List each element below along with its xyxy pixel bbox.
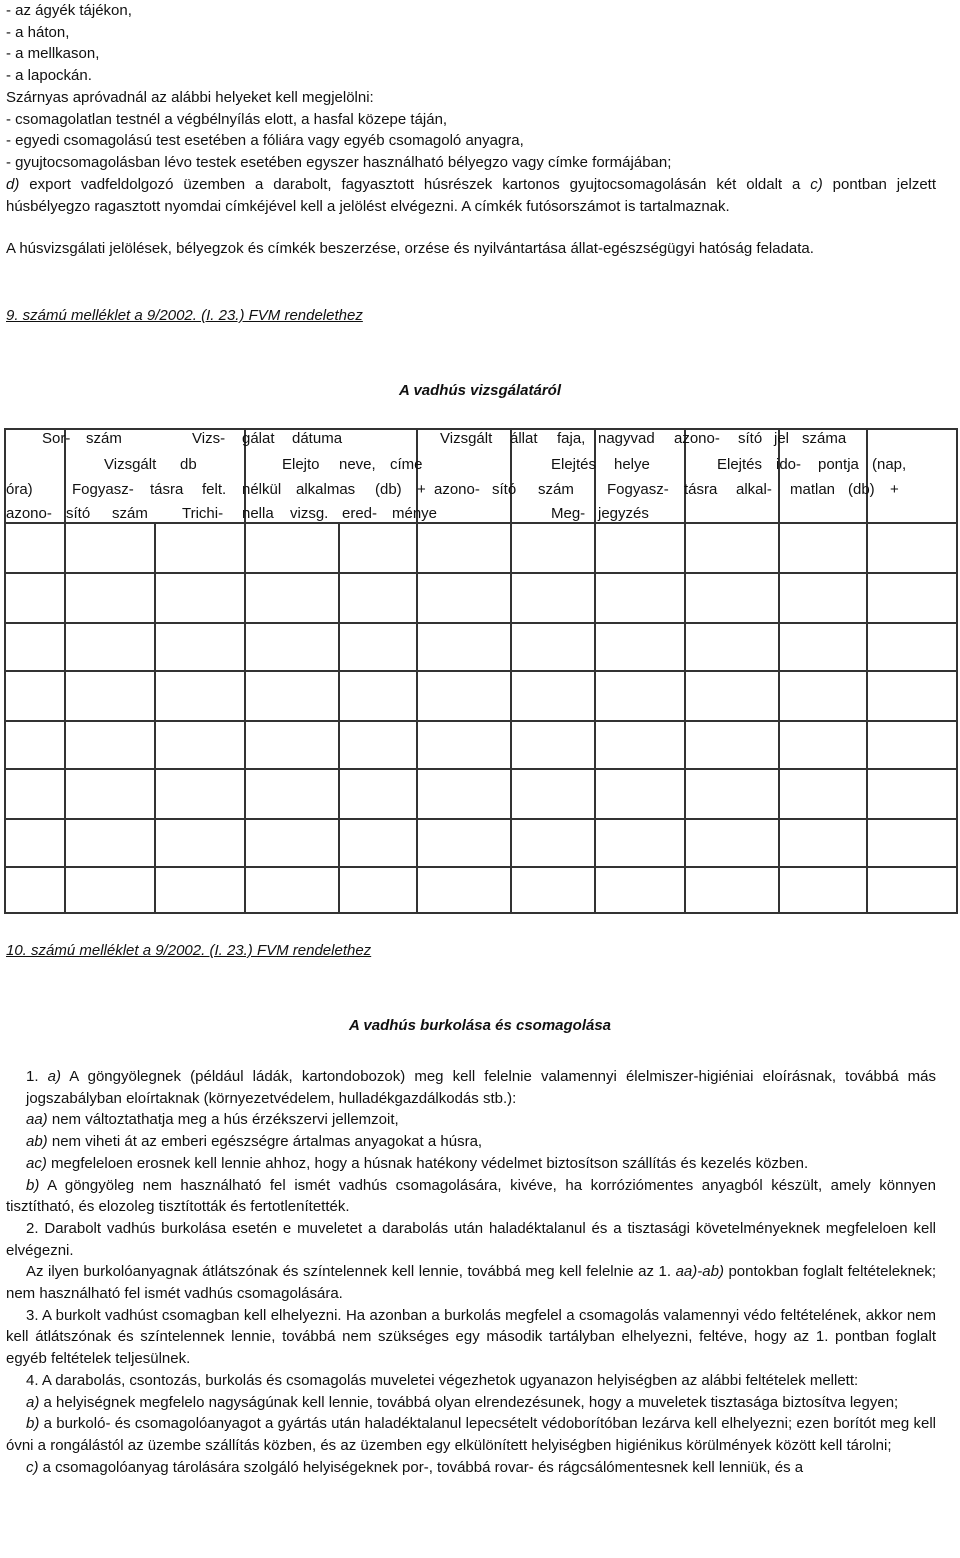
- label-aa: aa): [26, 1111, 48, 1129]
- header-word: felt.: [202, 481, 227, 498]
- paragraph-b: [6, 1175, 936, 1218]
- header-word: Meg-: [551, 505, 586, 522]
- label-c: c): [26, 1458, 39, 1476]
- header-word: címe: [390, 456, 423, 473]
- header-word: száma: [802, 430, 847, 447]
- label-aa-ab: aa)-ab): [675, 1263, 724, 1281]
- header-word: nagyvad: [598, 430, 655, 447]
- header-word: azono-: [434, 481, 480, 498]
- header-word: (db): [848, 481, 875, 498]
- header-word: Elejtés: [717, 456, 763, 473]
- label-a: a): [47, 1068, 61, 1085]
- table-row-line: [4, 768, 958, 770]
- header-word: jegyzés: [598, 505, 649, 522]
- list-item: - gyujtocsomagolásban lévo testek esetében egyszer használható bélyegzo vagy címke formájában;: [6, 153, 672, 171]
- header-word: nella: [242, 505, 274, 522]
- table-col-line: [244, 428, 246, 914]
- header-word: alkalmas: [296, 481, 356, 498]
- paragraph-text: a csomagolóanyag tárolására szolgáló helyiségeknek por-, továbbá rovar- és rágcsálómentesnek kell lenniük, és a: [38, 1458, 804, 1476]
- header-word: (nap,: [872, 456, 907, 473]
- header-word: Sor-: [42, 430, 71, 447]
- header-word: Vizsgált: [104, 456, 157, 473]
- table-border-right: [956, 428, 958, 914]
- paragraph-d: [6, 174, 936, 217]
- annex9-title: A vadhús vizsgálatáról: [399, 382, 561, 399]
- header-word: jel: [774, 430, 790, 447]
- label-d: d): [6, 176, 20, 193]
- header-word: sító: [66, 505, 91, 522]
- header-word: ered-: [342, 505, 378, 522]
- paragraph-text: nem viheti át az emberi egészségre ártalmas anyagokat a húsra,: [47, 1133, 483, 1151]
- paragraph-4c: [6, 1457, 936, 1479]
- header-word: sító: [492, 481, 517, 498]
- paragraph-text: A göngyöleg nem használható fel ismét vadhús csomagolására, kivéve, ha korróziómentes anyagból készült, amely könnyen tisztítható, és elozoleg tisztították és fertotlenítették.: [6, 1176, 936, 1216]
- paragraph-text: nem változtathatja meg a hús érzékszervi jellemzoit,: [47, 1111, 399, 1129]
- paragraph-4a: [6, 1392, 936, 1414]
- header-word: pontja: [818, 456, 859, 473]
- annex10-heading: 10. számú melléklet a 9/2002. (I. 23.) FVM rendelethez: [6, 942, 372, 959]
- paragraph-d-text: export vadfeldolgozó üzemben a darabolt, fagyasztott húsrészek kartonos gyujtocsomagolásán két oldalt a: [19, 176, 811, 193]
- header-word: gálat: [242, 430, 275, 447]
- list-item: - a mellkason,: [6, 45, 100, 63]
- paragraph-2: 2. Darabolt vadhús burkolása esetén e muveletet a darabolás után haladéktalanul és a tisztasági követelményeknek megfeleloen kell elvégezni.: [6, 1219, 936, 1259]
- table-col-line: [64, 428, 66, 914]
- header-word: alkal-: [736, 481, 772, 498]
- header-word: szám: [86, 430, 122, 447]
- header-word: neve,: [339, 456, 376, 473]
- table-row-line: [4, 670, 958, 672]
- list-item: - a lapockán.: [6, 67, 92, 85]
- header-word: helye: [614, 456, 650, 473]
- header-word: db: [180, 456, 197, 473]
- table-col-line: [594, 428, 596, 914]
- header-word: állat: [510, 430, 538, 447]
- list-item: - az ágyék tájékon,: [6, 2, 132, 19]
- header-word: Vizs-: [192, 430, 226, 447]
- header-word: szám: [538, 481, 574, 498]
- table-col-line: [338, 522, 340, 914]
- paragraph-text: A göngyölegnek (például ládák, kartondobozok) meg kell felelnie valamennyi élelmiszer-higiéniai eloírásnak, továbbá más jogszabályban eloírtaknak (környezetvédelem, hulladékgazdálkodás stb.):: [26, 1068, 937, 1107]
- header-word: azono-: [6, 505, 52, 522]
- paragraph-1: [6, 1066, 936, 1109]
- header-word: Fogyasz-: [607, 481, 669, 498]
- header-word: óra): [6, 481, 33, 498]
- header-word: azono-: [674, 430, 720, 447]
- label-a: a): [26, 1393, 40, 1411]
- label-b: b): [26, 1415, 40, 1433]
- table-col-line: [154, 522, 156, 914]
- header-word: Vizsgált: [440, 430, 493, 447]
- table-col-line: [4, 428, 6, 914]
- list-item: - csomagolatlan testnél a végbélnyílás elott, a hasfal közepe táján,: [6, 110, 448, 128]
- paragraph-3: 3. A burkolt vadhúst csomagban kell elhelyezni. Ha azonban a burkolás megfelel a csomagolás valamennyi védo feltételének, akkor nem kell átlátszónak és színtelennek lennie, továbbá nem szükséges egy második tartályban elhelyezni, feltéve, hogy az 1. pontban foglalt egyéb feltételek teljesülnek.: [6, 1306, 936, 1368]
- header-word: nélkül: [242, 481, 282, 498]
- header-word: tásra: [684, 481, 718, 498]
- annex10-title: A vadhús burkolása és csomagolása: [348, 1017, 612, 1034]
- table-row-line: [4, 866, 958, 868]
- paragraph-authority: A húsvizsgálati jelölések, bélyegzok és címkék beszerzése, orzése és nyilvántartása állat-egészségügyi hatóság feladata.: [6, 240, 814, 257]
- paragraph-4b: [6, 1413, 936, 1456]
- header-word: +: [890, 481, 899, 498]
- header-word: szám: [112, 505, 148, 522]
- paragraph-text: Az ilyen burkolóanyagnak átlátszónak és színtelennek kell lennie, továbbá meg kell felelnie az 1.: [26, 1263, 676, 1281]
- table-border-bottom: [4, 912, 958, 914]
- table-col-line: [510, 428, 512, 914]
- header-word: faja,: [557, 430, 586, 447]
- header-word: Elejto: [282, 456, 320, 473]
- table-col-line: [778, 428, 780, 914]
- header-word: Fogyasz-: [72, 481, 134, 498]
- header-word: sító: [738, 430, 763, 447]
- paragraph-d-text2: pontban jelzett húsbélyegzo ragasztott nyomdai címkéjével kell a jelölést elvégezni. A címkék futósorszámot is tartalmaznak.: [6, 176, 936, 215]
- label-c: c): [810, 176, 823, 193]
- label-ab: ab): [26, 1133, 48, 1151]
- annex10-body: [6, 1066, 936, 1478]
- header-word: dátuma: [292, 430, 343, 447]
- list-item: - egyedi csomagolású test esetében a fóliára vagy egyéb csomagoló anyagra,: [6, 132, 524, 150]
- paragraph-text: megfeleloen erosnek kell lennie ahhoz, hogy a húsnak hatékony védelmet biztosítson szállítás és kezelés közben.: [46, 1154, 809, 1172]
- header-word: vizsg.: [290, 505, 329, 522]
- paragraph-text: pontokban foglalt feltételeknek; nem használható fel ismét vadhús csomagolására.: [6, 1263, 936, 1303]
- label-b: b): [26, 1176, 40, 1194]
- paragraph-number: 1.: [26, 1068, 48, 1085]
- examination-table: [4, 428, 960, 914]
- header-word: ido-: [776, 456, 802, 473]
- table-col-line: [684, 428, 686, 914]
- paragraph-aa: [6, 1109, 936, 1131]
- table-row-line: [4, 720, 958, 722]
- table-row-line: [4, 572, 958, 574]
- annex9-heading: 9. számú melléklet a 9/2002. (I. 23.) FVM rendelethez: [6, 307, 363, 324]
- paragraph-4: 4. A darabolás, csontozás, burkolás és csomagolás muveletei végezhetok ugyanazon helyiségben az alábbi feltételek mellett:: [26, 1371, 859, 1389]
- header-word: Elejtés: [551, 456, 597, 473]
- paragraph-ab: [6, 1131, 936, 1153]
- paragraph-text: a helyiségnek megfelelo nagyságúnak kell lennie, továbbá olyan elrendezésunek, hogy a muveletek tisztasága biztosítva legyen;: [39, 1393, 899, 1411]
- top-list: [6, 0, 936, 174]
- list-intro: Szárnyas apróvadnál az alábbi helyeket kell megjelölni:: [6, 88, 374, 106]
- header-word: (db): [375, 481, 402, 498]
- table-col-line: [416, 428, 418, 914]
- paragraph-text: a burkoló- és csomagolóanyagot a gyártás után haladéktalanul lepecsételt védoborítóban lezárva kell elhelyezni; ezen borítót meg kell óvni a rongálástól az üzembe szállítás közben, és az üzemben egy elkülönített helyiségben higiénikus körülmények között kell tárolni;: [6, 1415, 936, 1454]
- header-word: Trichi-: [182, 505, 224, 522]
- label-ac: ac): [26, 1154, 47, 1172]
- table-row-line: [4, 522, 958, 524]
- paragraph-2b: [6, 1261, 936, 1304]
- paragraph-ac: [6, 1153, 936, 1175]
- header-word: ménye: [392, 505, 438, 522]
- table-col-line: [866, 428, 868, 914]
- header-word: matlan: [790, 481, 836, 498]
- header-word: tásra: [150, 481, 184, 498]
- list-item: - a háton,: [6, 23, 70, 41]
- table-row-line: [4, 622, 958, 624]
- table-row-line: [4, 818, 958, 820]
- header-word: +: [417, 481, 426, 498]
